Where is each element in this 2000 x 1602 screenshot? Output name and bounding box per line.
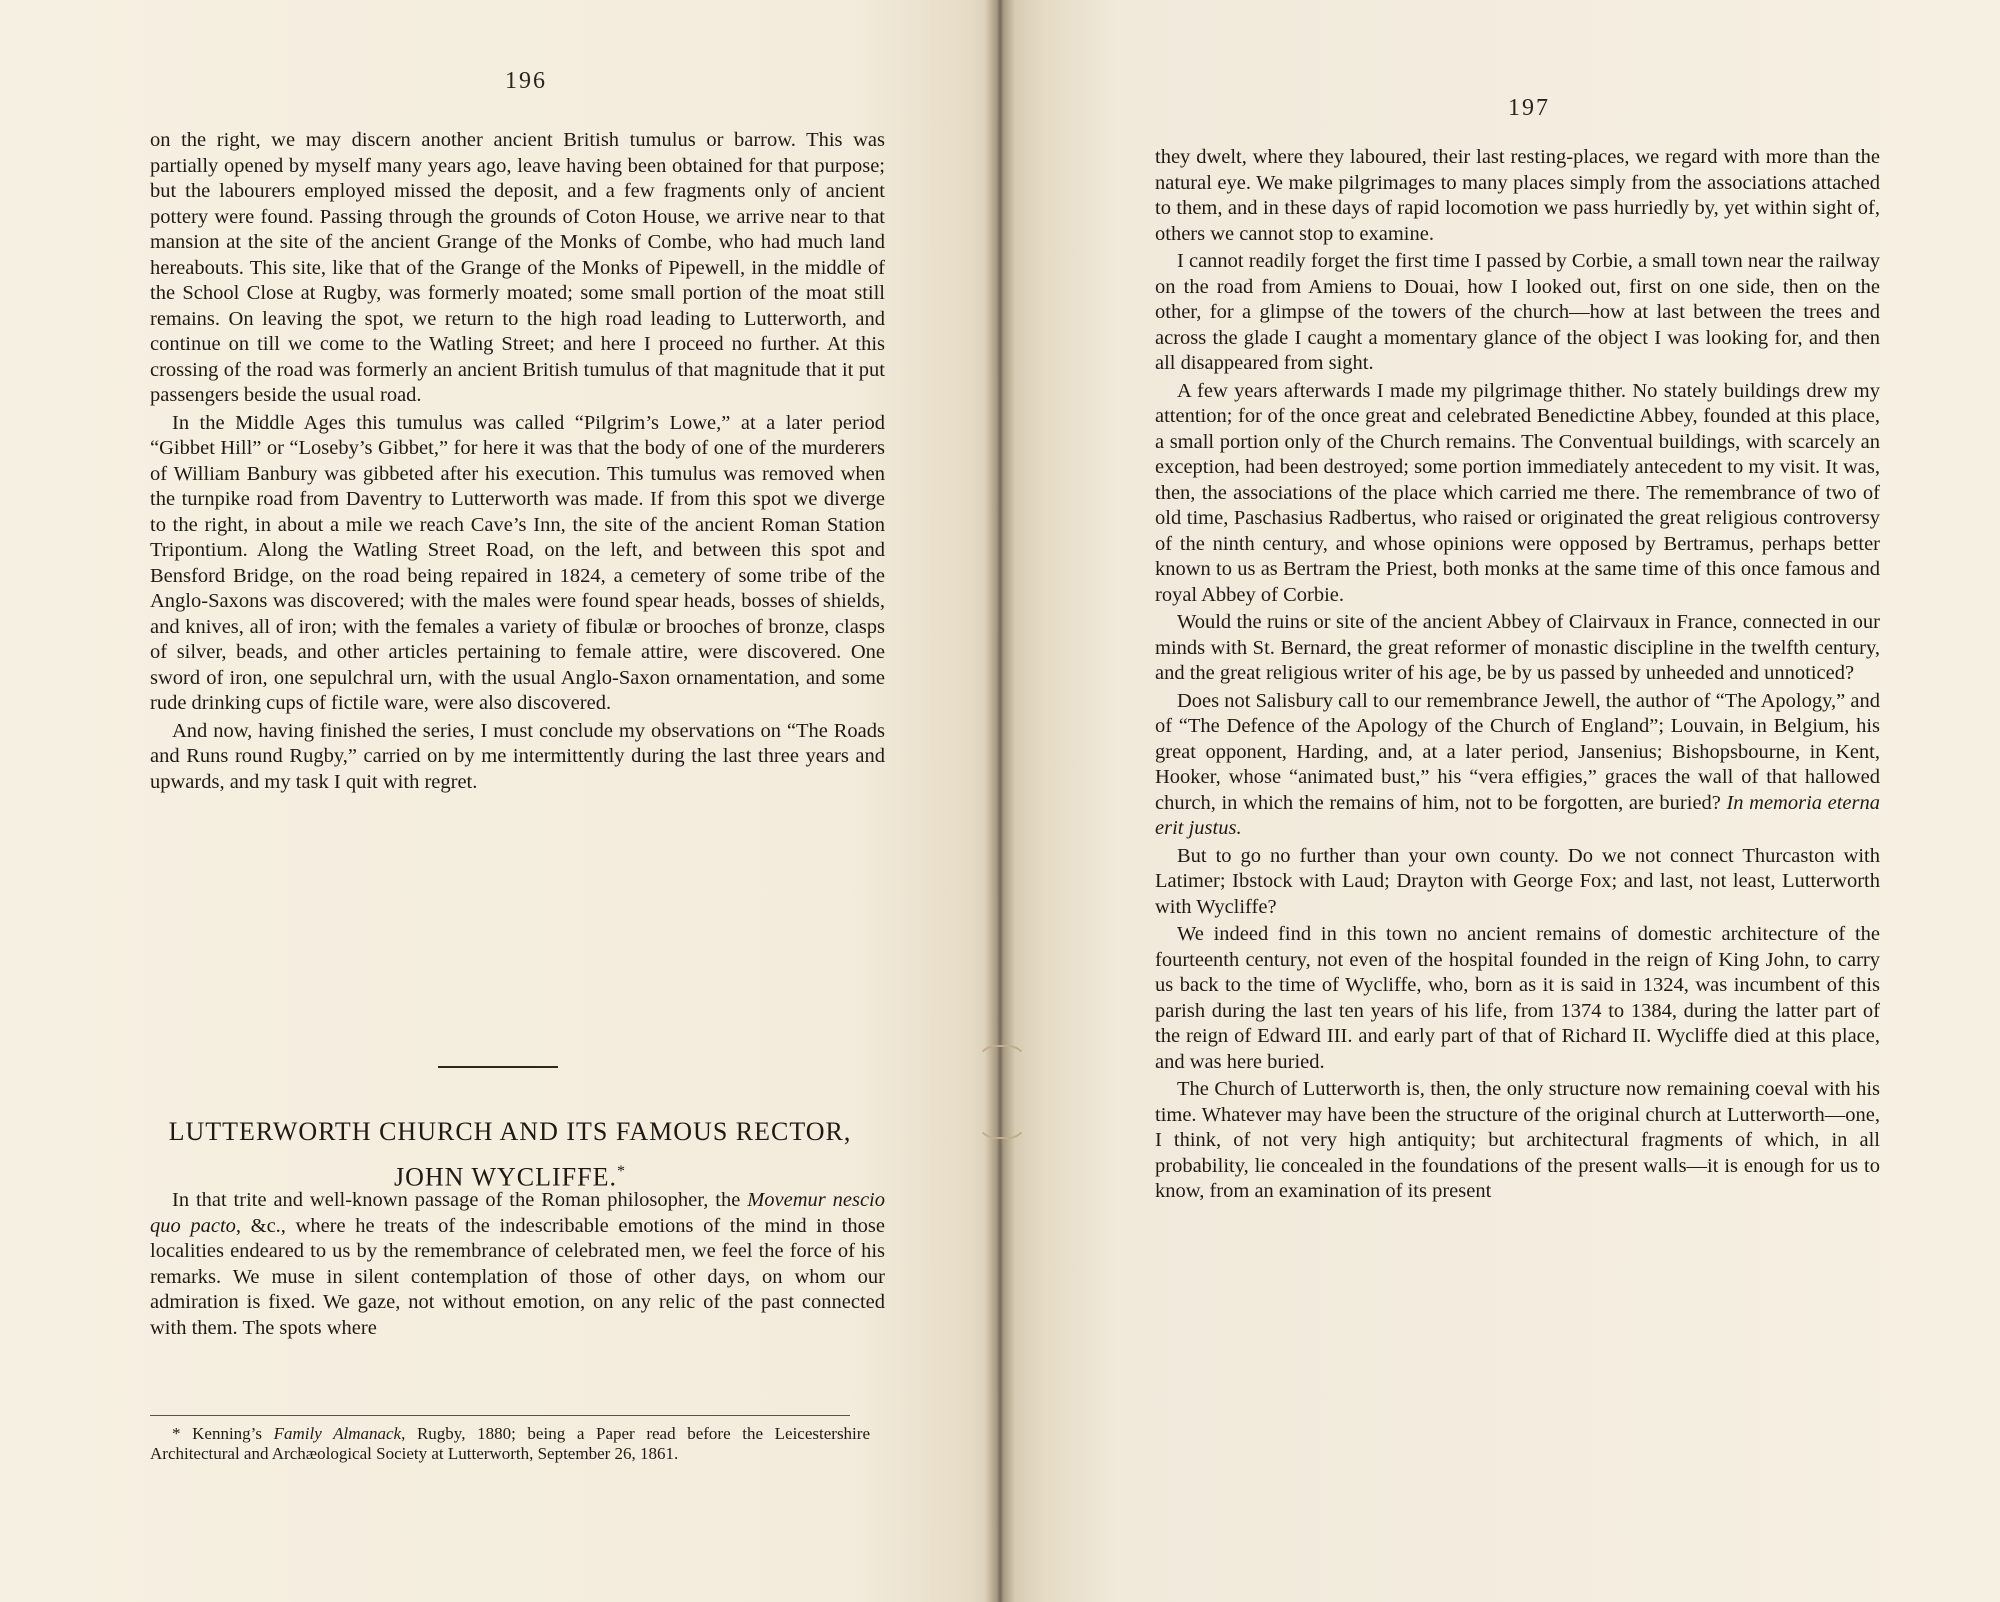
text-run: , Rugby, 1880; being a Paper read before the Leicestershire Architectural and Archæological Society at Lutterworth, September 26, 1861.	[150, 1424, 870, 1463]
paragraph: And now, having finished the series, I must conclude my observations on “The Roads and Runs round Rugby,” carried on by me intermittently during the last three years and upwards, and my task I quit with regret.	[150, 719, 885, 793]
footnote-mark: *	[616, 1163, 626, 1180]
paragraph: But to go no further than your own county. Do we not connect Thurcaston with Latimer; Ibstock with Laud; Drayton with George Fox; and last, not least, Lutterworth with Wycliffe?	[1155, 844, 1880, 918]
paragraph: on the right, we may discern another ancient British tumulus or barrow. This was partially opened by myself many years ago, leave having been obtained for that purpose; but the labourers employed missed the deposit, and a few fragments only of ancient pottery were found. Passing through the grounds of Coton House, we arrive near to that mansion at the site of the ancient Grange of the Monks of Combe, who had much land hereabouts. This site, like that of the Grange of the Monks of Pipewell, in the middle of the School Close at Rugby, was formerly moated; some small portion of the moat still remains. On leaving the spot, we return to the high road leading to Lutterworth, and continue on till we come to the Watling Street; and here I proceed no further. At this crossing of the road was formerly an ancient British tumulus of that magnitude that it put passengers beside the usual road.	[150, 129, 885, 406]
footnote-divider	[150, 1415, 850, 1416]
paragraph	[150, 1188, 885, 1341]
paragraph: I cannot readily forget the first time I passed by Corbie, a small town near the railway on the road from Amiens to Douai, how I looked out, first on one side, then on the other, for a glimpse of the towers of the church—how at last between the trees and across the glade I caught a momentary glance of the object I was looking for, and then all disappeared from sight.	[1155, 250, 1880, 374]
page-number-left: 196	[505, 68, 547, 94]
paragraph: Would the ruins or site of the ancient Abbey of Clairvaux in France, connected in our minds with St. Bernard, the great reformer of monastic discipline in the twelfth century, and the great religious writer of his age, be by us passed by unheeded and unnoticed?	[1155, 611, 1880, 684]
text-run: * Kenning’s	[172, 1424, 274, 1443]
footnote	[150, 1424, 870, 1464]
footnote-publication-title: Family Almanack	[273, 1424, 402, 1443]
paragraph: In the Middle Ages this tumulus was called “Pilgrim’s Lowe,” at a later period “Gibbet Hill” or “Loseby’s Gibbet,” for here it was that the body of one of the murderers of William Banbury was gibbeted after his execution. This tumulus was removed when the turnpike road from Daventry to Lutterworth was made. If from this spot we diverge to the right, in about a mile we reach Cave’s Inn, the site of the ancient Roman Station Tripontium. Along the Watling Street Road, on the left, and between this spot and Bensford Bridge, on the road being repaired in 1824, a cemetery of some tribe of the Anglo-Saxons was discovered; with the males were found spear heads, bosses of shields, and knives, all of iron; with the females a variety of fibulæ or brooches of bronze, clasps of silver, beads, and other articles pertaining to female attire, were discovered. One sword of iron, one sepulchral urn, with the usual Anglo-Saxon ornamentation, and some rude drinking cups of fictile ware, were also discovered.	[150, 411, 885, 714]
article-opening	[150, 1188, 885, 1343]
latin-quote: In memoria eterna erit justus.	[1155, 791, 1880, 839]
paragraph: they dwelt, where they laboured, their last resting-places, we regard with more than the natural eye. We make pilgrimages to many places simply from the associations attached to them, and in these days of rapid locomotion we pass hurriedly by, yet within sight of, others we cannot stop to examine.	[1155, 146, 1880, 245]
section-divider	[438, 1066, 558, 1068]
paragraph: A few years afterwards I made my pilgrimage thither. No stately buildings drew my attention; for of the once great and celebrated Benedictine Abbey, founded at this place, a small portion only of the Church remains. The Conventual buildings, with scarcely an exception, had been destroyed; some portion immediately antecedent to my visit. It was, then, the associations of the place which carried me there. The remembrance of two of old time, Paschasius Radbertus, who raised or originated the great religious controversy of the ninth century, and whose opinions were opposed by Bertramus, perhaps better known to us as Bertram the Priest, both monks at the same time of this once famous and royal Abbey of Corbie.	[1155, 379, 1880, 606]
binding-thread	[976, 1045, 1028, 1139]
text-run: In that trite and well-known passage of the Roman philosopher, the	[172, 1189, 748, 1211]
text-run: , &c., where he treats of the indescribable emotions of the mind in those localities endeared to us by the remembrance of celebrated men, we feel the force of his remarks. We muse in silent contemplation of those of other days, on whom our admiration is fixed. We gaze, not without emotion, on any relic of the past connected with them. The spots where	[150, 1214, 886, 1339]
article-title	[140, 1112, 880, 1198]
book-gutter	[985, 0, 1015, 1602]
article-title-name: JOHN WYCLIFFE.	[394, 1162, 617, 1192]
article-title-line-1: LUTTERWORTH CHURCH AND ITS FAMOUS RECTOR,	[168, 1117, 852, 1146]
left-top-text	[150, 128, 885, 797]
paragraph: The Church of Lutterworth is, then, the only structure now remaining coeval with his time. Whatever may have been the structure of the original church at Lutterworth—one, I think, of not very high antiquity; but architectural fragments of which, in all probability, lie concealed in the foundations of the present walls—it is enough for us to know, from an examination of its present	[1155, 1078, 1880, 1202]
paragraph	[1155, 689, 1880, 842]
text-run: Does not Salisbury call to our remembrance Jewell, the author of “The Apology,” and of “The Defence of the Apology of the Church of England”; Louvain, in Belgium, his great opponent, Harding, and, at a later period, Jansenius; Bishopsbourne, in Kent, Hooker, whose “animated bust,” his “vera effigies,” graces the wall of that hallowed church, in which the remains of him, not to be forgotten, are buried?	[1155, 689, 1880, 814]
right-page-text	[1155, 145, 1880, 1207]
paragraph: We indeed find in this town no ancient remains of domestic architecture of the fourteenth century, not even of the hospital founded in the reign of King John, to carry us back to the time of Wycliffe, who, born as it is said in 1324, was incumbent of this parish during the last ten years of his life, from 1374 to 1384, during the latter part of the reign of Edward III. and early part of that of Richard II. Wycliffe died at this place, and was here buried.	[1155, 923, 1880, 1073]
latin-phrase: Movemur nescio quo pacto	[150, 1189, 885, 1237]
page-number-right: 197	[1508, 95, 1550, 121]
